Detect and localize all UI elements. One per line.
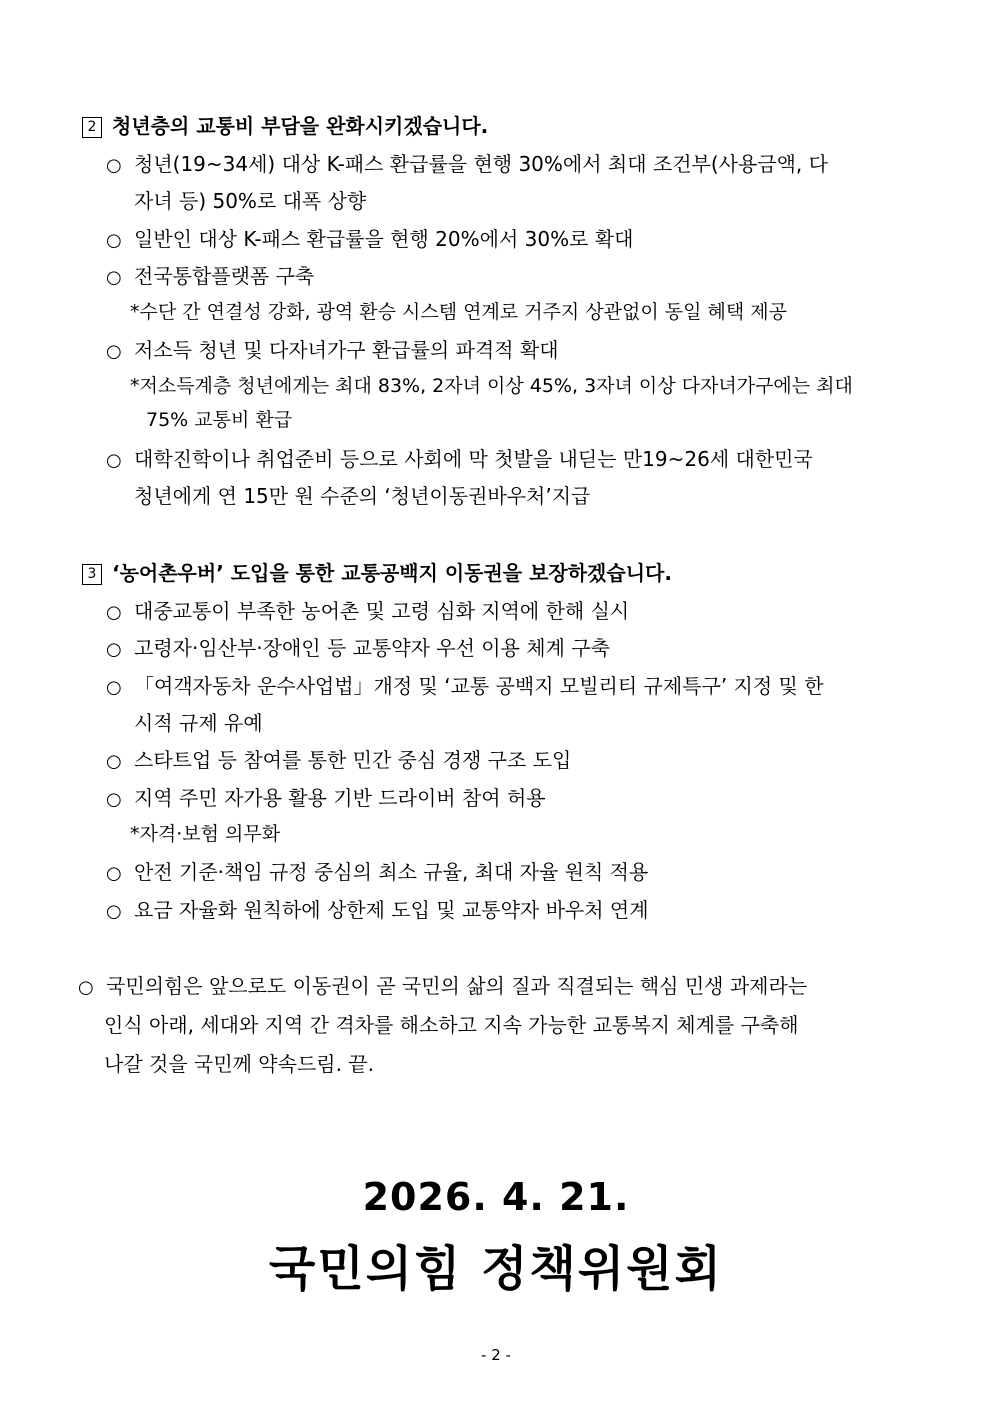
list-item: ○ 전국통합플랫폼 구축 bbox=[106, 262, 314, 292]
list-item: ○ 스타트업 등 참여를 통한 민간 중심 경쟁 구조 도입 bbox=[106, 746, 571, 776]
list-item: ○ 요금 자율화 원칙하에 상한제 도입 및 교통약자 바우처 연계 bbox=[106, 896, 649, 926]
section-2-heading bbox=[82, 112, 488, 140]
bullet-circle: ○ bbox=[106, 341, 122, 362]
bullet-circle: ○ bbox=[106, 677, 122, 698]
section-2-number: 2 bbox=[82, 117, 102, 138]
list-item-continuation: 자녀 등) 50%로 대폭 상향 bbox=[134, 189, 367, 213]
section-3-heading bbox=[82, 559, 672, 587]
list-item: ○ 고령자·임산부·장애인 등 교통약자 우선 이용 체계 구축 bbox=[106, 634, 610, 664]
closing-paragraph-continuation: 인식 아래, 세대와 지역 간 격차를 해소하고 지속 가능한 교통복지 체계를 구축해 bbox=[104, 1013, 799, 1037]
section-3-number: 3 bbox=[82, 564, 102, 585]
list-item-continuation: 청년에게 연 15만 원 수준의 ‘청년이동권바우처’지급 bbox=[134, 484, 591, 508]
bullet-circle: ○ bbox=[78, 977, 94, 998]
bullet-circle: ○ bbox=[106, 639, 122, 660]
bullet-circle: ○ bbox=[106, 230, 122, 251]
section-2-title: 청년층의 교통비 부담을 완화시키겠습니다. bbox=[112, 114, 489, 138]
section-3-title: ‘농어촌우버’ 도입을 통한 교통공백지 이동권을 보장하겠습니다. bbox=[112, 561, 672, 585]
item-note: *자격·보험 의무화 bbox=[130, 823, 281, 845]
item-note: *저소득계층 청년에게는 최대 83%, 2자녀 이상 45%, 3자녀 이상 다자녀가구에는 최대 bbox=[130, 375, 853, 397]
organization-name: 국민의힘 정책위원회 bbox=[268, 1241, 724, 1297]
item-note-continuation: 75% 교통비 환급 bbox=[146, 409, 293, 431]
bullet-circle: ○ bbox=[106, 602, 122, 623]
list-item: ○ 일반인 대상 K-패스 환급률을 현행 20%에서 30%로 확대 bbox=[106, 225, 633, 255]
list-item-continuation: 시적 규제 유예 bbox=[134, 711, 263, 735]
list-item: ○ 안전 기준·책임 규정 중심의 최소 규율, 최대 자율 원칙 적용 bbox=[106, 858, 648, 888]
bullet-circle: ○ bbox=[106, 901, 122, 922]
bullet-circle: ○ bbox=[106, 751, 122, 772]
closing-paragraph: ○ 국민의힘은 앞으로도 이동권이 곧 국민의 삶의 질과 직결되는 핵심 민생 과제라는 bbox=[78, 972, 807, 1002]
list-item: ○ 저소득 청년 및 다자녀가구 환급률의 파격적 확대 bbox=[106, 336, 559, 366]
bullet-circle: ○ bbox=[106, 789, 122, 810]
page-number: - 2 - bbox=[481, 1346, 511, 1364]
bullet-circle: ○ bbox=[106, 450, 122, 471]
list-item: ○ 대학진학이나 취업준비 등으로 사회에 막 첫발을 내딛는 만19~26세 대한민국 bbox=[106, 445, 813, 475]
list-item: ○ 지역 주민 자가용 활용 기반 드라이버 참여 허용 bbox=[106, 784, 546, 814]
closing-paragraph-continuation: 나갈 것을 국민께 약속드림. 끝. bbox=[104, 1052, 374, 1076]
list-item: ○ 대중교통이 부족한 농어촌 및 고령 심화 지역에 한해 실시 bbox=[106, 597, 629, 627]
item-note: *수단 간 연결성 강화, 광역 환승 시스템 연계로 거주지 상관없이 동일 혜택 제공 bbox=[130, 301, 787, 323]
list-item: ○ 청년(19~34세) 대상 K-패스 환급률을 현행 30%에서 최대 조건부(사용금액, 다 bbox=[106, 150, 828, 180]
bullet-circle: ○ bbox=[106, 155, 122, 176]
list-item: ○ 「여객자동차 운수사업법」개정 및 ‘교통 공백지 모빌리티 규제특구’ 지정 및 한 bbox=[106, 672, 824, 702]
bullet-circle: ○ bbox=[106, 863, 122, 884]
bullet-circle: ○ bbox=[106, 267, 122, 288]
document-date: 2026. 4. 21. bbox=[362, 1175, 630, 1219]
